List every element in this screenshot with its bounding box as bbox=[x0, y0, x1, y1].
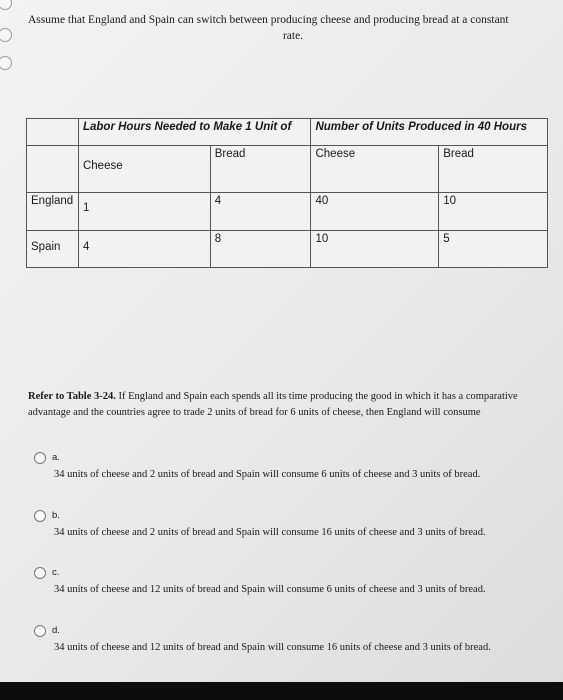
rail-radio-icon bbox=[0, 56, 12, 70]
option-text: 34 units of cheese and 2 units of bread and Spain will consume 6 units of cheese and 3 units of bread. bbox=[54, 469, 481, 481]
left-rail bbox=[0, 0, 14, 700]
option-letter: a. bbox=[52, 452, 60, 463]
subheader-bread-hours: Bread bbox=[210, 146, 311, 193]
cheese-units-cell: 40 bbox=[311, 193, 439, 230]
option-c[interactable] bbox=[34, 566, 534, 597]
option-a[interactable] bbox=[34, 451, 534, 482]
radio-button-icon[interactable] bbox=[34, 510, 46, 522]
option-text: 34 units of cheese and 2 units of bread and Spain will consume 16 units of cheese and 3 units of bread. bbox=[54, 527, 486, 539]
option-text: 34 units of cheese and 12 units of bread and Spain will consume 6 units of cheese and 3 units of bread. bbox=[54, 584, 486, 596]
rail-radio-icon bbox=[0, 28, 12, 42]
bread-hours-cell: 4 bbox=[210, 193, 311, 230]
table-blank-cell bbox=[27, 146, 79, 193]
country-cell: Spain bbox=[27, 230, 79, 267]
bread-hours-cell: 8 bbox=[210, 230, 311, 267]
option-text: 34 units of cheese and 12 units of bread and Spain will consume 16 units of cheese and 3 units of bread. bbox=[54, 642, 491, 654]
bread-units-cell: 10 bbox=[439, 193, 548, 230]
table-row bbox=[27, 193, 548, 230]
radio-button-icon[interactable] bbox=[34, 625, 46, 637]
bottom-bar bbox=[0, 682, 563, 700]
subheader-cheese-units: Cheese bbox=[311, 146, 439, 193]
header-units-produced: Number of Units Produced in 40 Hours bbox=[311, 119, 548, 146]
radio-button-icon[interactable] bbox=[34, 452, 46, 464]
country-cell: England bbox=[27, 193, 79, 230]
question-body: If England and Spain each spends all its time producing the good in which it has a comparative advantage and the countries agree to trade 2 units of bread for 6 units of cheese, then England will consume bbox=[28, 391, 518, 418]
header-labor-hours: Labor Hours Needed to Make 1 Unit of bbox=[78, 119, 310, 146]
subheader-cheese-hours: Cheese bbox=[78, 146, 210, 193]
option-letter: b. bbox=[52, 510, 60, 521]
labor-table bbox=[26, 118, 548, 268]
cheese-hours-cell: 4 bbox=[78, 230, 210, 267]
option-letter: c. bbox=[52, 567, 60, 578]
subheader-bread-units: Bread bbox=[439, 146, 548, 193]
question-ref: Refer to Table 3-24. bbox=[28, 391, 116, 402]
table-corner-cell bbox=[27, 119, 79, 146]
option-b[interactable] bbox=[34, 509, 534, 540]
cheese-hours-cell: 1 bbox=[78, 193, 210, 230]
table-row bbox=[27, 230, 548, 267]
question-text bbox=[28, 389, 552, 421]
rail-radio-icon bbox=[0, 0, 12, 10]
option-letter: d. bbox=[52, 625, 60, 636]
radio-button-icon[interactable] bbox=[34, 567, 46, 579]
intro-line-1: Assume that England and Spain can switch between producing cheese and producing bread at a constant bbox=[28, 14, 509, 26]
bread-units-cell: 5 bbox=[439, 230, 548, 267]
cheese-units-cell: 10 bbox=[311, 230, 439, 267]
option-d[interactable] bbox=[34, 624, 534, 655]
intro-line-2: rate. bbox=[282, 30, 304, 42]
intro-text bbox=[28, 12, 558, 44]
